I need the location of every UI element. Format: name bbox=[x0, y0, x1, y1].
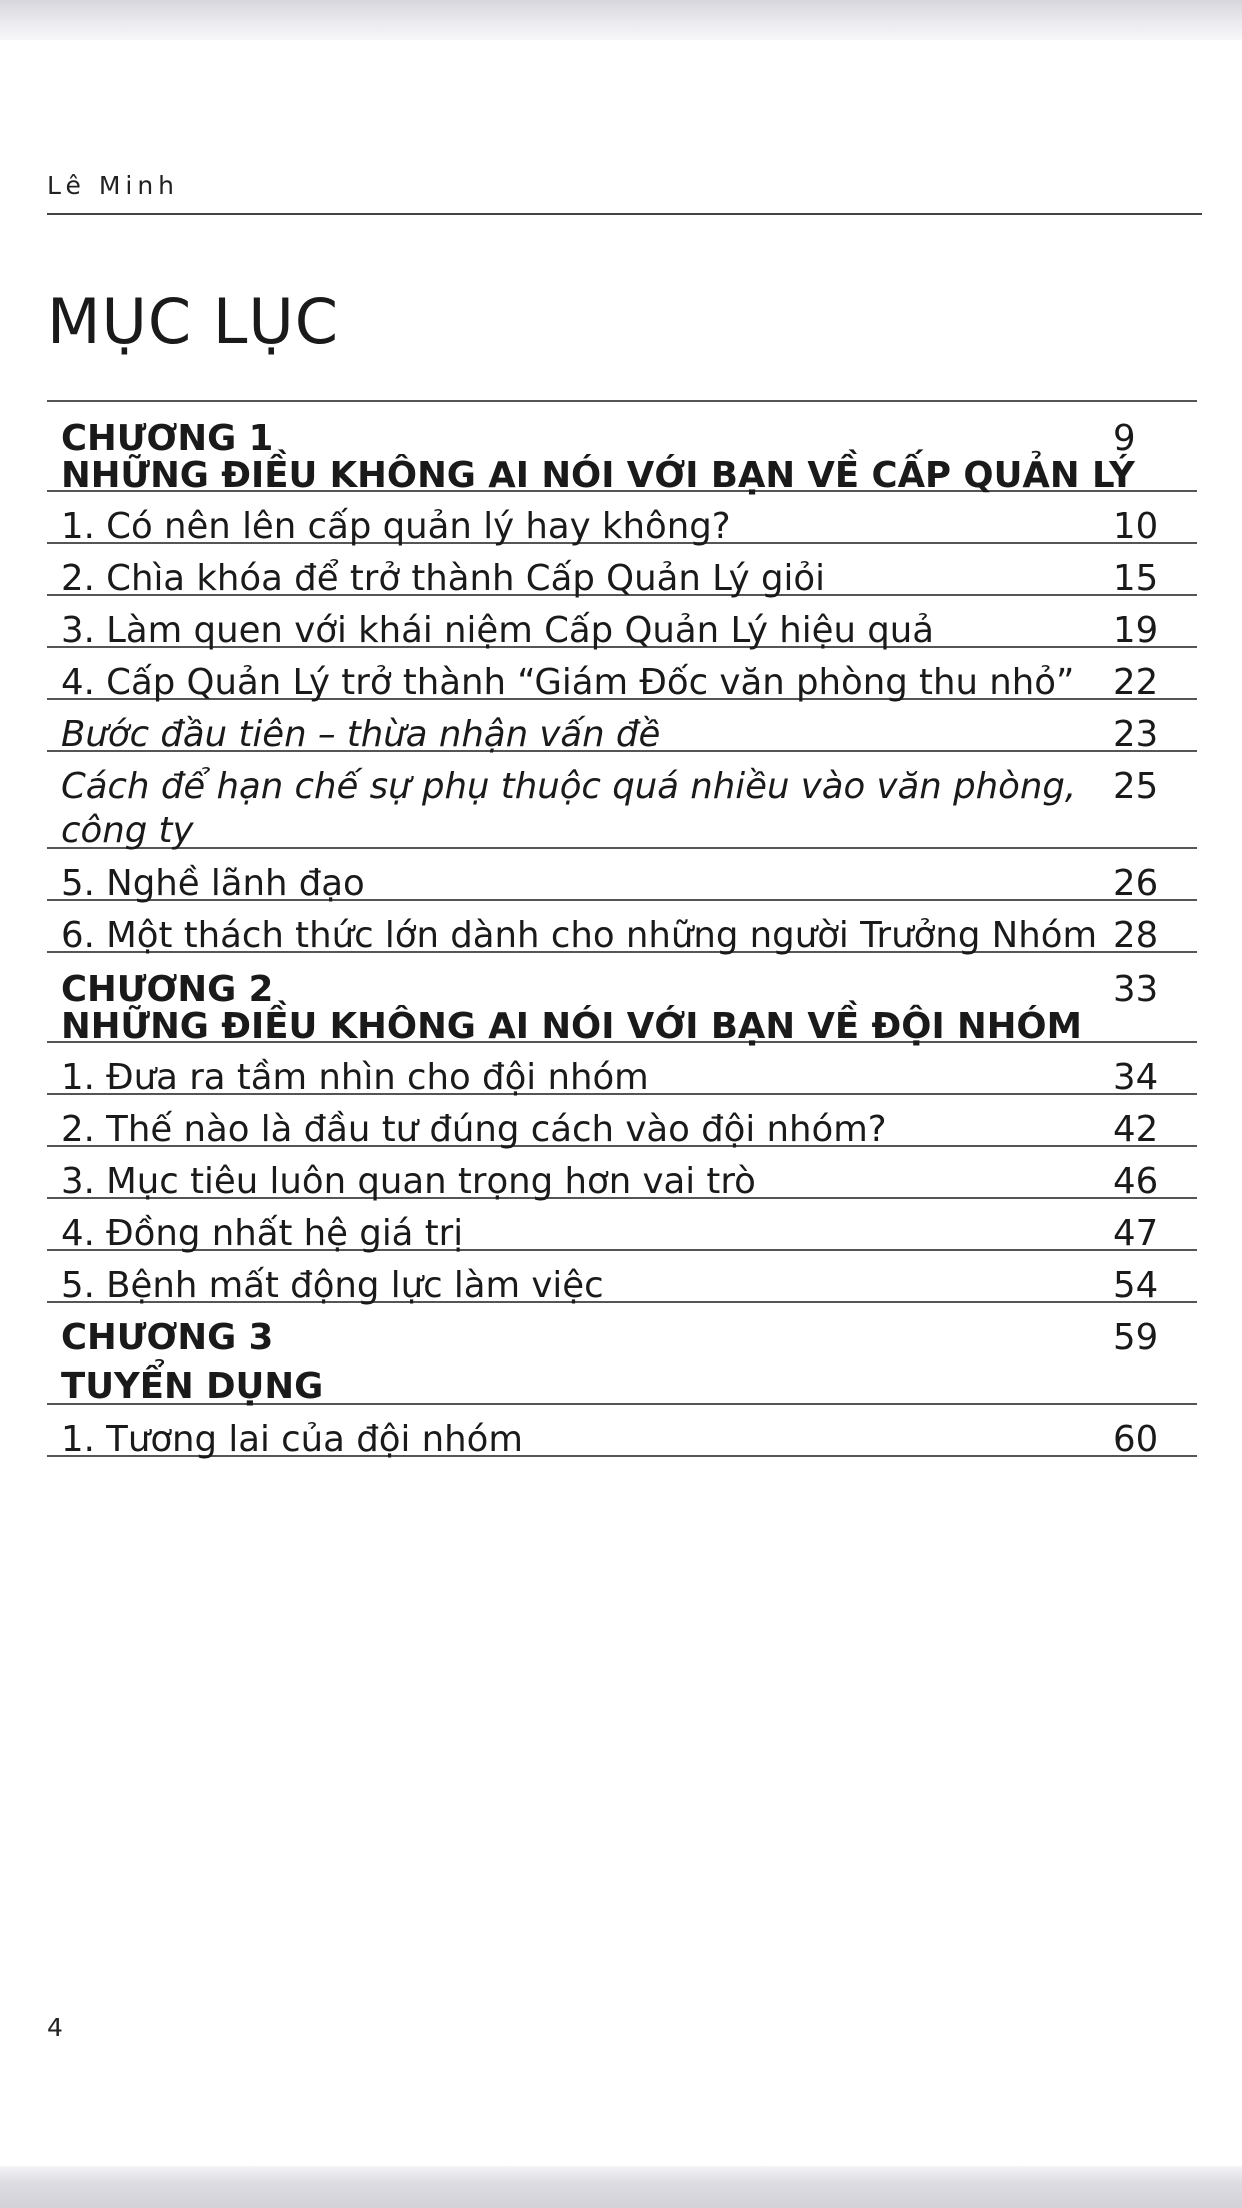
toc-entry-page-number: 22 bbox=[1113, 662, 1159, 703]
table-of-contents bbox=[47, 400, 1197, 1460]
toc-entry-page-number: 28 bbox=[1113, 915, 1159, 956]
toc-entry bbox=[47, 544, 1197, 599]
toc-entry bbox=[47, 648, 1197, 703]
toc-entry bbox=[47, 1405, 1197, 1460]
toc-entry-title: 1. Đưa ra tầm nhìn cho đội nhóm bbox=[61, 1057, 649, 1098]
toc-entry-page-number: 34 bbox=[1113, 1057, 1159, 1098]
header-rule bbox=[47, 213, 1202, 215]
top-page-edge bbox=[0, 0, 1242, 40]
toc-entry-page-number: 10 bbox=[1113, 506, 1159, 547]
toc-entry-title: TUYỂN DỤNG bbox=[61, 1366, 324, 1407]
toc-entry-title: CHƯƠNG 2 bbox=[61, 969, 274, 1010]
toc-entry-page-number: 23 bbox=[1113, 714, 1159, 755]
toc-entry bbox=[47, 492, 1197, 547]
running-head-author: Lê Minh bbox=[47, 171, 180, 200]
toc-title: MỤC LỤC bbox=[47, 285, 340, 358]
toc-chapter-entry bbox=[47, 953, 1197, 1047]
toc-entry-page-number: 19 bbox=[1113, 610, 1159, 651]
toc-entry-title: CHƯƠNG 1 bbox=[61, 418, 274, 459]
toc-entry-page-number: 47 bbox=[1113, 1213, 1159, 1254]
toc-entry-title: CHƯƠNG 3 bbox=[61, 1317, 274, 1358]
toc-entry-page-number: 54 bbox=[1113, 1265, 1159, 1306]
toc-entry-page-number: 33 bbox=[1113, 969, 1159, 1010]
toc-entry-title: Bước đầu tiên – thừa nhận vấn đề bbox=[61, 714, 661, 755]
toc-entry bbox=[47, 1147, 1197, 1202]
toc-entry-page-number: 9 bbox=[1113, 418, 1136, 459]
toc-entry bbox=[47, 901, 1197, 956]
toc-entry-title: 4. Đồng nhất hệ giá trị bbox=[61, 1213, 464, 1254]
toc-chapter-entry bbox=[47, 1303, 1197, 1405]
toc-entry-title: 6. Một thách thức lớn dành cho những người Trưởng Nhóm bbox=[61, 915, 1098, 956]
toc-entry-page-number: 42 bbox=[1113, 1109, 1159, 1150]
toc-entry-title: NHỮNG ĐIỀU KHÔNG AI NÓI VỚI BẠN VỀ CẤP QUẢN LÝ bbox=[61, 455, 1135, 496]
toc-entry-title: NHỮNG ĐIỀU KHÔNG AI NÓI VỚI BẠN VỀ ĐỘI NHÓM bbox=[61, 1006, 1082, 1047]
toc-entry-title: 5. Nghề lãnh đạo bbox=[61, 863, 365, 904]
toc-entry bbox=[47, 752, 1197, 849]
toc-entry-title: Cách để hạn chế sự phụ thuộc quá nhiều vào văn phòng, bbox=[61, 766, 1077, 807]
toc-entry-page-number: 26 bbox=[1113, 863, 1159, 904]
toc-entry bbox=[47, 1199, 1197, 1254]
toc-entry-title: 1. Có nên lên cấp quản lý hay không? bbox=[61, 506, 731, 547]
toc-entry-title: công ty bbox=[61, 810, 194, 851]
bottom-page-edge bbox=[0, 2166, 1242, 2208]
toc-entry bbox=[47, 1251, 1197, 1306]
toc-entry bbox=[47, 596, 1197, 651]
toc-entry-page-number: 60 bbox=[1113, 1419, 1159, 1460]
toc-entry-page-number: 25 bbox=[1113, 766, 1159, 807]
toc-entry-page-number: 15 bbox=[1113, 558, 1159, 599]
toc-entry-title: 1. Tương lai của đội nhóm bbox=[61, 1419, 523, 1460]
toc-entry-title: 2. Chìa khóa để trở thành Cấp Quản Lý giỏi bbox=[61, 558, 825, 599]
toc-entry bbox=[47, 1095, 1197, 1150]
toc-entry-page-number: 46 bbox=[1113, 1161, 1159, 1202]
toc-entry-title: 2. Thế nào là đầu tư đúng cách vào đội nhóm? bbox=[61, 1109, 887, 1150]
toc-entry-title: 4. Cấp Quản Lý trở thành “Giám Đốc văn phòng thu nhỏ” bbox=[61, 662, 1075, 703]
toc-entry bbox=[47, 1043, 1197, 1098]
toc-entry-title: 5. Bệnh mất động lực làm việc bbox=[61, 1265, 604, 1306]
toc-entry bbox=[47, 849, 1197, 904]
toc-entry-title: 3. Mục tiêu luôn quan trọng hơn vai trò bbox=[61, 1161, 756, 1202]
toc-entry-page-number: 59 bbox=[1113, 1317, 1159, 1358]
toc-chapter-entry bbox=[47, 402, 1197, 496]
toc-entry bbox=[47, 700, 1197, 755]
page-number: 4 bbox=[47, 2013, 63, 2042]
toc-entry-title: 3. Làm quen với khái niệm Cấp Quản Lý hiệu quả bbox=[61, 610, 935, 651]
